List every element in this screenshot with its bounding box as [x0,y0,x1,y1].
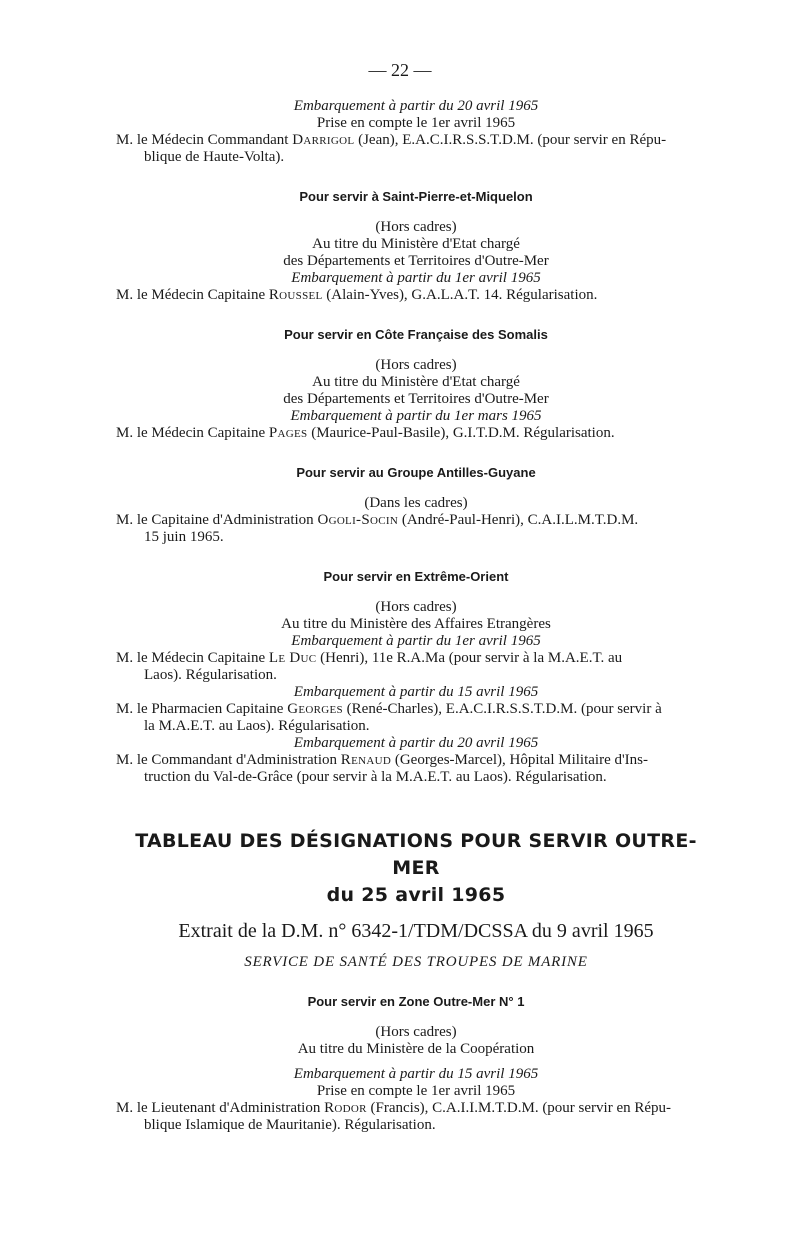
designation-entry: M. le Médecin Capitaine Le Duc (Henri), 11e R.A.Ma (pour servir à la M.A.E.T. au Laos). Régularisation. [116,650,623,683]
section-heading: Pour servir en Zone Outre-Mer N° 1 [307,994,525,1009]
prise-en-compte: Prise en compte le 1er avril 1965 [316,1083,516,1099]
designation-entry: M. le Médecin Capitaine Roussel (Alain-Yves), G.A.L.A.T. 14. Régularisation. [116,287,598,303]
ministry-line: des Départements et Territoires d'Outre-Mer [283,253,549,269]
extrait-line: Extrait de la D.M. n° 6342-1/TDM/DCSSA du 9 avril 1965 [178,920,654,942]
hors-cadres-label: (Hors cadres) [375,219,457,235]
embarkation-date: Embarquement à partir du 15 avril 1965 [293,1066,539,1082]
section-heading: Pour servir en Côte Française des Somalis [284,327,548,342]
person-name: Roussel [268,287,323,303]
ministry-line: des Départements et Territoires d'Outre-Mer [283,391,549,407]
ministry-line: Au titre du Ministère d'Etat chargé [312,236,520,252]
section-heading: Pour servir en Extrême-Orient [323,569,509,584]
embarkation-date: Embarquement à partir du 20 avril 1965 [293,98,539,114]
designation-entry: M. le Pharmacien Capitaine Georges (René-Charles), E.A.C.I.R.S.S.T.D.M. (pour servir à la M.A.E.T. au Laos). Régularisation. [116,701,662,734]
page-number: — 22 — [368,60,432,80]
designation-entry: M. le Capitaine d'Administration Ogoli-Socin (André-Paul-Henri), C.A.I.L.M.T.D.M. 15 juin 1965. [116,512,639,545]
page-content [116,98,716,1134]
section-heading: Pour servir au Groupe Antilles-Guyane [296,465,536,480]
tableau-title: TABLEAU DES DÉSIGNATIONS POUR SERVIR OUTRE-MER [135,830,697,879]
hors-cadres-label: (Hors cadres) [375,357,457,373]
designation-entry: M. le Médecin Capitaine Pages (Maurice-Paul-Basile), G.I.T.D.M. Régularisation. [116,425,615,441]
embarkation-date: Embarquement à partir du 1er mars 1965 [290,408,542,424]
section-heading: Pour servir à Saint-Pierre-et-Miquelon [299,189,533,204]
person-name: Pages [268,425,308,441]
embarkation-date: Embarquement à partir du 20 avril 1965 [293,735,539,751]
designation-entry: M. le Médecin Commandant Darrigol (Jean), E.A.C.I.R.S.S.T.D.M. (pour servir en Répu- blique de Haute-Volta). [116,132,667,165]
embarkation-date: Embarquement à partir du 1er avril 1965 [291,633,541,649]
person-name: Ogoli-Socin [317,512,399,528]
person-name: Renaud [340,752,392,768]
hors-cadres-label: (Hors cadres) [375,599,457,615]
ministry-line: Au titre du Ministère d'Etat chargé [312,374,520,390]
prise-en-compte: Prise en compte le 1er avril 1965 [316,115,516,131]
ministry-line: Au titre du Ministère des Affaires Etrangères [281,616,551,632]
embarkation-date: Embarquement à partir du 15 avril 1965 [293,684,539,700]
tableau-date: du 25 avril 1965 [326,884,506,906]
person-name: Rodor [324,1100,367,1116]
designation-entry: M. le Lieutenant d'Administration Rodor (Francis), C.A.I.I.M.T.D.M. (pour servir en Répu- blique Islamique de Mauritanie). Régularisation. [116,1100,672,1133]
person-name: Darrigol [292,132,355,148]
person-name: Georges [287,701,343,717]
service-title: SERVICE DE SANTÉ DES TROUPES DE MARINE [244,954,588,970]
ministry-line: Au titre du Ministère de la Coopération [297,1041,535,1057]
person-name: Le Duc [268,650,317,666]
designation-entry: M. le Commandant d'Administration Renaud (Georges-Marcel), Hôpital Militaire d'Ins- truction du Val-de-Grâce (pour servir à la M.A.E.T. au Laos). Régularisation. [116,752,649,785]
embarkation-date: Embarquement à partir du 1er avril 1965 [291,270,541,286]
dans-cadres-label: (Dans les cadres) [364,495,468,511]
hors-cadres-label: (Hors cadres) [375,1024,457,1040]
